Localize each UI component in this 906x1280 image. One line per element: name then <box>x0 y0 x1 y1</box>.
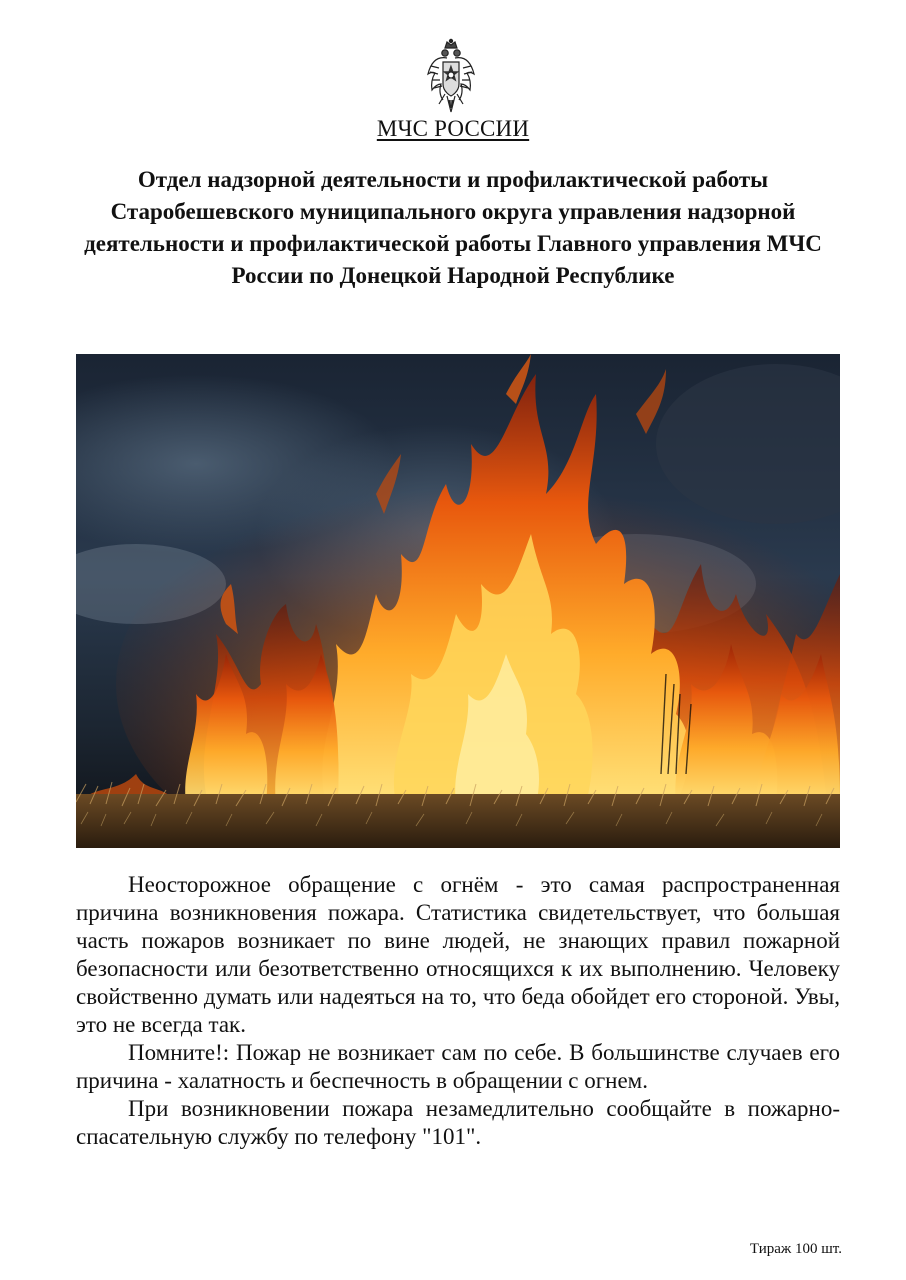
paragraph-remember: Помните!: Пожар не возникает сам по себе. В большинстве случаев его причина - халатность и беспечность в обращении с огнем. <box>76 1040 840 1093</box>
paragraph-careless-fire: Неосторожное обращение с огнём - это самая распространенная причина возникновения пожара. Статистика свидетельствует, что большая часть пожаров возникает по вине людей, не знающих правил пожарной безопасности или безответственно относящихся к их выполнению. Человеку свойственно думать или надеяться на то, что беда обойдет его стороной. Увы, это не всегда так. <box>76 872 840 1037</box>
print-run-note: Тираж 100 шт. <box>749 1241 842 1257</box>
wildfire-photo <box>76 354 840 848</box>
body-text <box>76 871 840 1151</box>
department-title: Отдел надзорной деятельности и профилактической работы Старобешевского муниципального округа управления надзорной деятельности и профилактической работы Главного управления МЧС России по Донецкой Народной Республике <box>84 167 822 288</box>
emergency-ministry-emblem-icon <box>425 38 477 116</box>
org-name: МЧС РОССИИ <box>376 116 530 141</box>
paragraph-call-101: При возникновении пожара незамедлительно сообщайте в пожарно-спасательную службу по телефону "101". <box>76 1096 840 1149</box>
